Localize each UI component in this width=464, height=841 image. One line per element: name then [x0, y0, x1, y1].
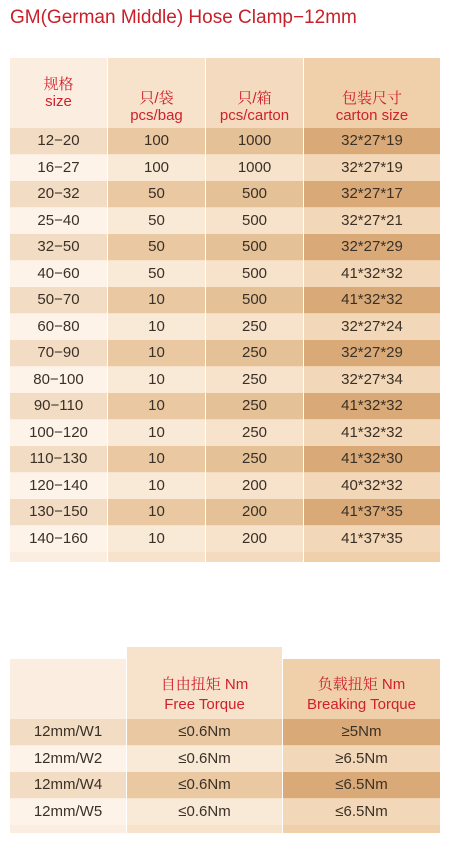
cell-size: 50−70	[10, 287, 107, 313]
cell-pcs-carton: 250	[206, 446, 303, 472]
cell-size: 80−100	[10, 367, 107, 393]
cell-carton-size: 32*27*19	[304, 128, 440, 154]
header-pcs-bag-cn: 只/袋	[139, 90, 174, 107]
header-free-torque	[127, 675, 282, 715]
cell-model: 12mm/W5	[10, 799, 126, 825]
cell-pcs-bag: 10	[108, 314, 205, 340]
cell-pcs-bag: 10	[108, 393, 205, 419]
cell-carton-size: 41*32*32	[304, 261, 440, 287]
cell-pcs-bag: 10	[108, 473, 205, 499]
cell-pcs-bag: 10	[108, 499, 205, 525]
cell-size: 110−130	[10, 446, 107, 472]
cell-carton-size: 41*37*35	[304, 526, 440, 552]
table-row	[10, 234, 440, 260]
table-row	[10, 128, 440, 154]
header-free-torque-en: Free Torque	[164, 696, 245, 713]
cell-pcs-carton: 200	[206, 526, 303, 552]
table-row	[10, 499, 440, 525]
cell-pcs-carton: 500	[206, 287, 303, 313]
table-header	[10, 58, 440, 128]
cell-pcs-carton: 250	[206, 314, 303, 340]
cell-carton-size: 32*27*29	[304, 234, 440, 260]
cell-breaking-torque: ≤6.5Nm	[283, 799, 440, 825]
cell-pcs-bag: 10	[108, 526, 205, 552]
cell-model: 12mm/W1	[10, 719, 126, 745]
cell-pcs-bag: 10	[108, 367, 205, 393]
cell-pcs-carton: 200	[206, 499, 303, 525]
cell-pcs-carton: 500	[206, 261, 303, 287]
header-pcs-carton-cn: 只/箱	[237, 90, 272, 107]
table-row	[10, 772, 440, 798]
cell-pcs-bag: 50	[108, 234, 205, 260]
cell-model: 12mm/W4	[10, 772, 126, 798]
cell-pcs-carton: 500	[206, 234, 303, 260]
cell-pcs-bag: 100	[108, 155, 205, 181]
header-breaking-torque-en: Breaking Torque	[307, 696, 416, 713]
cell-carton-size: 41*37*35	[304, 499, 440, 525]
header-size-cn: 规格	[43, 76, 74, 93]
cell-size: 40−60	[10, 261, 107, 287]
table-row	[10, 208, 440, 234]
cell-pcs-bag: 10	[108, 420, 205, 446]
cell-carton-size: 32*27*29	[304, 340, 440, 366]
cell-size: 12−20	[10, 128, 107, 154]
cell-size: 16−27	[10, 155, 107, 181]
cell-pcs-bag: 50	[108, 181, 205, 207]
header-size	[10, 76, 107, 110]
page-title: GM(German Middle) Hose Clamp−12mm	[10, 7, 357, 28]
table-row	[10, 393, 440, 419]
cell-carton-size: 32*27*19	[304, 155, 440, 181]
cell-pcs-bag: 100	[108, 128, 205, 154]
cell-pcs-carton: 1000	[206, 128, 303, 154]
header-carton-size-cn: 包装尺寸	[341, 90, 402, 107]
header-carton-size	[304, 90, 440, 124]
torque-table	[10, 647, 440, 833]
cell-pcs-carton: 250	[206, 420, 303, 446]
table-row	[10, 155, 440, 181]
header-pcs-bag	[108, 90, 205, 124]
table-row	[10, 287, 440, 313]
cell-size: 25−40	[10, 208, 107, 234]
cell-carton-size: 32*27*34	[304, 367, 440, 393]
table-row	[10, 181, 440, 207]
cell-pcs-bag: 50	[108, 208, 205, 234]
cell-pcs-bag: 10	[108, 446, 205, 472]
cell-pcs-carton: 250	[206, 367, 303, 393]
header-size-en: size	[45, 93, 72, 110]
table-row	[10, 367, 440, 393]
cell-carton-size: 32*27*17	[304, 181, 440, 207]
cell-size: 100−120	[10, 420, 107, 446]
header-breaking-torque	[283, 675, 440, 715]
cell-pcs-carton: 200	[206, 473, 303, 499]
cell-carton-size: 32*27*21	[304, 208, 440, 234]
cell-breaking-torque: ≥6.5Nm	[283, 746, 440, 772]
cell-breaking-torque: ≤6.5Nm	[283, 772, 440, 798]
cell-size: 140−160	[10, 526, 107, 552]
header-breaking-torque-cn: 负载扭矩 Nm	[317, 676, 406, 693]
cell-pcs-bag: 10	[108, 287, 205, 313]
table-row	[10, 446, 440, 472]
cell-pcs-bag: 10	[108, 340, 205, 366]
cell-size: 120−140	[10, 473, 107, 499]
table-row	[10, 473, 440, 499]
cell-carton-size: 32*27*24	[304, 314, 440, 340]
table-row	[10, 799, 440, 825]
table-row	[10, 719, 440, 745]
table-row	[10, 340, 440, 366]
packing-table	[10, 58, 440, 562]
header-pcs-carton	[206, 90, 303, 124]
cell-pcs-carton: 250	[206, 340, 303, 366]
cell-pcs-carton: 250	[206, 393, 303, 419]
cell-carton-size: 41*32*30	[304, 446, 440, 472]
cell-carton-size: 40*32*32	[304, 473, 440, 499]
cell-size: 60−80	[10, 314, 107, 340]
header-pcs-bag-en: pcs/bag	[130, 107, 183, 124]
cell-carton-size: 41*32*32	[304, 393, 440, 419]
header-pcs-carton-en: pcs/carton	[219, 107, 290, 124]
cell-carton-size: 41*32*32	[304, 287, 440, 313]
cell-size: 70−90	[10, 340, 107, 366]
header-carton-size-en: carton size	[335, 107, 409, 124]
cell-pcs-carton: 500	[206, 181, 303, 207]
cell-model: 12mm/W2	[10, 746, 126, 772]
cell-size: 90−110	[10, 393, 107, 419]
cell-pcs-carton: 1000	[206, 155, 303, 181]
cell-free-torque: ≤0.6Nm	[127, 746, 282, 772]
cell-size: 20−32	[10, 181, 107, 207]
table-row	[10, 314, 440, 340]
cell-carton-size: 41*32*32	[304, 420, 440, 446]
cell-size: 130−150	[10, 499, 107, 525]
table-row	[10, 420, 440, 446]
cell-free-torque: ≤0.6Nm	[127, 799, 282, 825]
cell-pcs-carton: 500	[206, 208, 303, 234]
cell-breaking-torque: ≥5Nm	[283, 719, 440, 745]
cell-size: 32−50	[10, 234, 107, 260]
table-row	[10, 526, 440, 552]
cell-free-torque: ≤0.6Nm	[127, 772, 282, 798]
table-row	[10, 746, 440, 772]
cell-free-torque: ≤0.6Nm	[127, 719, 282, 745]
table-row	[10, 261, 440, 287]
header-free-torque-cn: 自由扭矩 Nm	[160, 676, 249, 693]
cell-pcs-bag: 50	[108, 261, 205, 287]
